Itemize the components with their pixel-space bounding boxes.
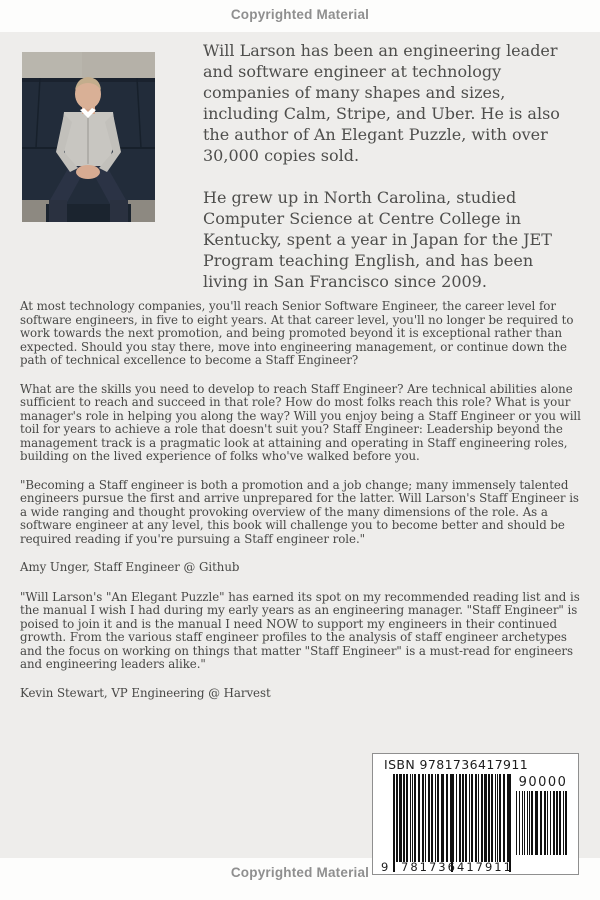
isbn-label: ISBN 9781736417911 [384,757,529,772]
description-paragraph-2: What are the skills you need to develop to reach Staff Engineer? Are technical abilities alone sufficient to reach and succeed in that role? How do most folks reach this role? What is your manager's role in helping you along the way? Will you enjoy being a Staff Engineer or you will toil for years to achieve a role that doesn't suit you? Staff Engineer: Leadership beyond the management track is a pragmatic look at attaining and operating in Staff engineering roles, building on the lived experience of folks who've walked before you. [20,381,581,463]
description-paragraph-1: At most technology companies, you'll reach Senior Software Engineer, the career level for software engineers, in five to eight years. At that career level, you'll no longer be required to work towards the next promotion, and being promoted beyond it is exceptional rather than expected. Should you stay there, move into engineering management, or continue down the path of technical excellence to become a Staff Engineer? [20,299,574,367]
barcode-digit-group-1: 781736 [401,860,457,874]
endorsement-quote-2: "Will Larson's "An Elegant Puzzle" has earned its spot on my recommended reading list and is the manual I wish I had during my early years as an engineering manager. "Staff Engineer" is poised to join it and is the manual I need NOW to support my engineers in their continued growth. From the various staff engineer profiles to the analysis of staff engineer archetypes and the focus on working on things that matter "Staff Engineer" is a must-read for engineers and engineering leaders alike." [20,589,580,671]
about-author-paragraph-1: Will Larson has been an engineering leader and software engineer at technology companies of many shapes and sizes, including Calm, Stripe, and Uber. He is also the author of An Elegant Puzzle, with over 30,000 copies sold. [203,41,560,165]
bottom-banner-text: Copyrighted Material [230,865,370,880]
barcode-bars-icon [393,774,511,872]
about-author-section [203,40,583,313]
isbn-barcode-box [372,753,579,875]
barcode-digit-group-2: 417911 [457,860,513,874]
price-code-label: 90000 [518,775,568,790]
about-author-paragraph-2: He grew up in North Carolina, studied Computer Science at Centre College in Kentucky, spent a year in Japan for the JET Program teaching English, and has been living in San Francisco since 2009. [203,188,552,291]
book-description-section [20,300,586,716]
supplemental-barcode [515,775,571,855]
author-photo [22,52,155,222]
supplemental-bars-icon [516,791,570,855]
top-banner [0,0,600,32]
top-banner-text: Copyrighted Material [230,7,370,22]
endorsement-attribution-2: Kevin Stewart, VP Engineering @ Harvest [20,685,271,700]
author-portrait-illustration [22,52,155,222]
endorsement-quote-1: "Becoming a Staff engineer is both a promotion and a job change; many immensely talented engineers pursue the first and arrive unprepared for the latter. Will Larson's Staff Engineer is a wide ranging and thought provoking overview of the many dimensions of the role. As a software engineer at any level, this book will challenge you to become better and should be required reading if you're pursuing a Staff engineer role." [20,477,579,546]
barcode-digit-lead: 9 [381,860,389,874]
ean13-barcode [381,774,511,874]
endorsement-attribution-1: Amy Unger, Staff Engineer @ Github [20,560,240,574]
